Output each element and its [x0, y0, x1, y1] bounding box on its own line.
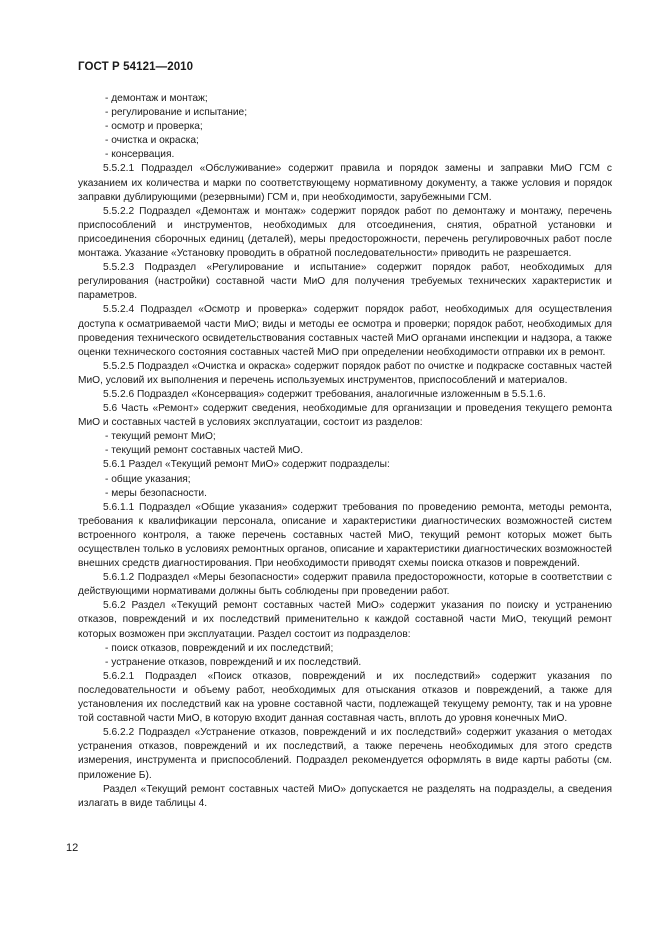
paragraph: 5.6.1 Раздел «Текущий ремонт МиО» содержит подразделы: [103, 459, 390, 471]
list-item: - текущий ремонт МиО; [105, 431, 216, 443]
paragraph: 5.5.2.3 Подраздел «Регулирование и испытание» содержит порядок работ, необходимых для регулирования (настройки) составной части МиО для получения требуемых технических характеристик и параметров. [78, 262, 612, 302]
paragraph: 5.5.2.1 Подраздел «Обслуживание» содержит правила и порядок замены и заправки МиО ГСМ с указанием их количества и марки по соответствующему нормативному документу, а также условия и порядок заправки дублирующими (резервными) ГСМ и, при необходимости, зарубежными ГСМ. [78, 163, 612, 203]
paragraph: 5.5.2.5 Подраздел «Очистка и окраска» содержит порядок работ по очистке и подкраске составных частей МиО, условий их выполнения и перечень используемых инструментов, приспособлений и материалов. [78, 360, 612, 386]
list-item: - консервация. [105, 149, 175, 161]
paragraph: 5.6.2.2 Подраздел «Устранение отказов, повреждений и их последствий» содержит указания о методах устранения отказов, повреждений и их последствий, а также перечень необходимых для этого средств измерения, инструмента и приспособлений. Подраздел рекомендуется оформлять в виде карты работы (см. приложение Б). [78, 727, 612, 781]
list-item: - регулирование и испытание; [105, 107, 248, 119]
paragraph: 5.6.1.1 Подраздел «Общие указания» содержит требования по проведению ремонта, методы ремонта, требования к квалификации персонала, описание и характеристики диагностических возможностей систем встроенного контроля, а также перечень составных частей МиО, текущий ремонт которых может быть осуществлен только в условиях ремонтных органов, описание и характеристики диагностических возможностей внешних средств диагностирования. При необходимости приводят схемы поиска отказов и повреждений. [78, 501, 612, 570]
list-item: - общие указания; [105, 473, 191, 485]
page-number: 12 [66, 842, 79, 854]
paragraph: 5.5.2.2 Подраздел «Демонтаж и монтаж» содержит порядок работ по демонтажу и монтажу, перечень приспособлений и инструментов, необходимых для отсоединения, снятия, обратной установки и присоединения сборочных единиц (деталей), меры предосторожности, перечень регулировочных работ после монтажа. Указание «Установку проводить в обратной последовательности» приводить не разрешается. [78, 205, 612, 260]
paragraph: 5.5.2.4 Подраздел «Осмотр и проверка» содержит порядок работ, необходимых для осуществления доступа к осматриваемой части МиО; виды и методы ее осмотра и проверки; порядок работ, необходимых для проведения технического освидетельствования составных частей МиО органами инспекции и надзора, а также оценки технического состояния составных частей МиО при определении необходимости отправки их в ремонт. [78, 304, 612, 358]
list-item: - текущий ремонт составных частей МиО. [105, 445, 304, 457]
list-item: - демонтаж и монтаж; [105, 93, 208, 104]
list-item: - поиск отказов, повреждений и их последствий; [105, 642, 334, 654]
document-header: ГОСТ Р 54121—2010 [78, 61, 194, 73]
document-body [78, 92, 612, 811]
list-item: - осмотр и проверка; [105, 121, 203, 133]
list-item: - очистка и окраска; [105, 135, 199, 147]
list-item: - устранение отказов, повреждений и их последствий. [105, 656, 362, 668]
paragraph: Раздел «Текущий ремонт составных частей МиО» допускается не разделять на подразделы, а сведения излагать в виде таблицы 4. [78, 783, 612, 809]
paragraph: 5.6 Часть «Ремонт» содержит сведения, необходимые для организации и проведения текущего ремонта МиО и составных частей в условиях эксплуатации, состоит из разделов: [78, 403, 612, 429]
paragraph: 5.6.1.2 Подраздел «Меры безопасности» содержит правила предосторожности, которые в соответствии с действующими нормативами должны быть соблюдены при проведении работ. [78, 572, 612, 598]
list-item: - меры безопасности. [105, 487, 207, 499]
paragraph: 5.6.2.1 Подраздел «Поиск отказов, повреждений и их последствий» содержит указания по последовательности и объему работ, необходимых для отыскания отказов и повреждений, а также для установления их последствий как на уровне составной части, подлежащей текущему ремонту, так и на уровне той составной части МиО, в которую входит данная составная часть, вплоть до уровня конечных МиО. [78, 670, 612, 725]
paragraph: 5.6.2 Раздел «Текущий ремонт составных частей МиО» содержит указания по поиску и устранению отказов, повреждений и их последствий применительно к каждой составной части МиО, текущий ремонт которых возможен при эксплуатации. Раздел состоит из подразделов: [78, 600, 612, 640]
paragraph: 5.5.2.6 Подраздел «Консервация» содержит требования, аналогичные изложенным в 5.5.1.6. [103, 388, 546, 400]
